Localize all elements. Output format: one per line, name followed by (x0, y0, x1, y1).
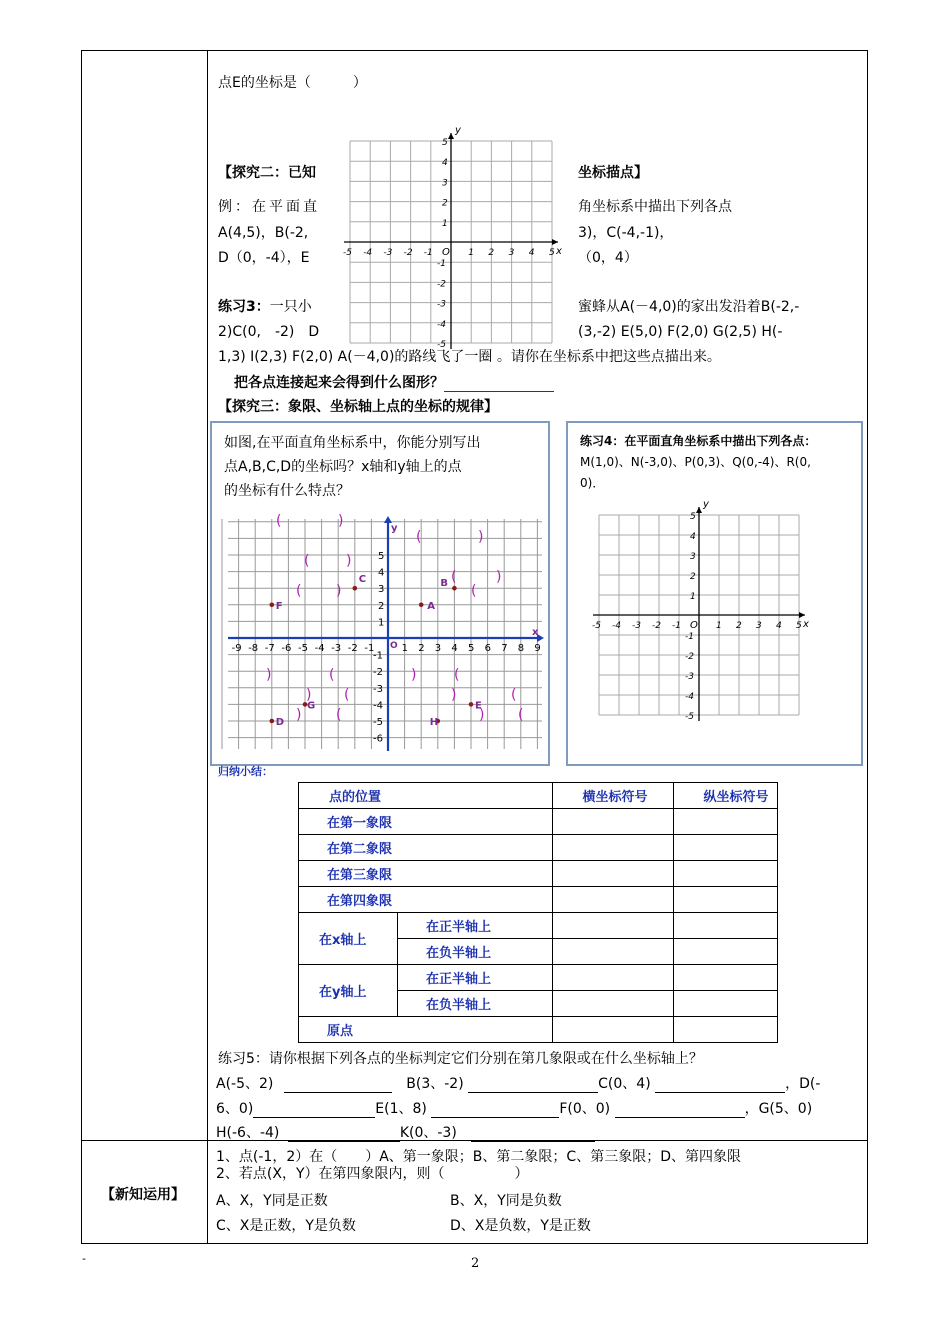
answer-paren: ( (304, 553, 310, 569)
x-tick-label: 1 (716, 621, 722, 631)
answer-paren: ( (511, 687, 517, 703)
nk-question-2: 2、若点(X，Y）在第四象限内，则（ ） (216, 1166, 529, 1182)
nk-option-a: A、X，Y同是正数 (216, 1193, 328, 1209)
point-b (452, 586, 457, 591)
y-tick-label: -2 (437, 279, 446, 290)
summary-table (298, 782, 778, 1043)
answer-paren: ) (496, 569, 502, 585)
point-e (469, 702, 474, 707)
y-tick-label: -5 (437, 340, 446, 350)
explore3-question-3: 的坐标有什么特点？ (224, 483, 350, 499)
header-y-sign: 纵坐标符号 (673, 783, 777, 809)
origin-label: O (690, 620, 698, 631)
x-tick-label: 9 (534, 643, 541, 654)
point-label-f: F (275, 600, 283, 612)
x-tick-label: -4 (612, 621, 621, 631)
x-tick-label: 6 (484, 643, 491, 654)
explore2-ex-l3: D（0，-4），E (218, 250, 310, 266)
x-tick-label: 2 (418, 643, 425, 654)
grid-explore2 (340, 118, 568, 350)
answer-paren: ( (344, 687, 350, 703)
answer-paren: ( (336, 707, 342, 723)
y-tick-label: -4 (373, 700, 383, 712)
practice3-question: 把各点连接起来会得到什么图形？ (234, 374, 554, 392)
y-tick-label: -4 (437, 319, 446, 330)
x-tick-label: 5 (468, 643, 475, 654)
answer-paren: ) (338, 513, 344, 529)
x-tick-label: -6 (281, 643, 292, 654)
answer-blank[interactable] (444, 377, 554, 392)
explore2-heading-left: 【探究二：已知 (218, 165, 316, 181)
point-label-c: C (358, 574, 367, 586)
cell-input[interactable] (673, 887, 777, 913)
practice3-line2-left: 2)C(0, -2) D (218, 324, 320, 340)
nk-option-b: B、X，Y同是负数 (450, 1193, 562, 1209)
answer-paren: ( (454, 667, 460, 683)
x-tick-label: -9 (231, 643, 242, 654)
x-tick-label: -5 (592, 621, 601, 631)
point-label-a: A (427, 600, 435, 612)
y-arrow (384, 516, 392, 523)
cell-input[interactable] (552, 887, 673, 913)
explore3-question-1: 如图,在平面直角坐标系中，你能分别写出 (224, 435, 481, 451)
grid-practice4 (576, 493, 828, 722)
y-positive-half: 在正半轴上 (398, 965, 553, 991)
answer-paren: ( (276, 513, 282, 529)
y-tick-label: -4 (685, 692, 694, 702)
y-axis-label: y (703, 499, 709, 510)
footer-mark: - (82, 1252, 86, 1265)
x-arrow (799, 612, 805, 618)
y-tick-label: 3 (690, 552, 696, 562)
answer-paren: ) (451, 687, 457, 703)
y-tick-label: 4 (690, 532, 696, 542)
x-tick-label: -2 (652, 621, 661, 631)
x-axis-label: x (556, 246, 562, 257)
point-label-g: G (307, 700, 316, 712)
y-tick-label: 2 (378, 600, 385, 612)
new-knowledge-label: 【新知运用】 (101, 1187, 185, 1203)
header-x-sign: 横坐标符号 (552, 783, 673, 809)
practice5-line1: A(-5、2) B(3、-2) C(0、4) ，D(- (216, 1076, 821, 1092)
origin-label: O (442, 247, 450, 258)
y-tick-label: -1 (437, 259, 446, 270)
answer-paren: ( (471, 583, 477, 599)
x-tick-label: 2 (488, 248, 495, 258)
y-tick-label: -3 (685, 672, 694, 682)
answer-paren: ) (479, 707, 485, 723)
answer-paren: ) (346, 553, 352, 569)
frame-left (81, 50, 82, 1244)
explore3-heading: 【探究三：象限、坐标轴上点的坐标的规律】 (218, 399, 498, 415)
nk-option-d: D、X是负数，Y是正数 (450, 1218, 591, 1234)
explore2-ex-r2: 3)，C(-4,-1)， (578, 225, 674, 241)
answer-paren: ( (296, 583, 302, 599)
y-tick-label: -5 (685, 712, 694, 722)
practice5-line3: H(-6、-4) K(0、-3) (216, 1124, 595, 1142)
point-label-b: B (440, 578, 449, 590)
practice4-box (566, 421, 863, 766)
answer-paren: ) (411, 667, 417, 683)
cell-input[interactable] (552, 835, 673, 861)
x-tick-label: -5 (298, 643, 308, 654)
y-tick-label: 4 (378, 567, 385, 579)
cell-input[interactable] (552, 809, 673, 835)
quadrant-graph (226, 511, 548, 759)
cell-input[interactable] (552, 1017, 673, 1043)
y-arrow (448, 133, 454, 139)
cell-input[interactable] (673, 913, 777, 939)
answer-paren: ( (329, 667, 335, 683)
x-tick-label: 3 (756, 621, 762, 631)
row-quadrant-1: 在第一象限 (299, 809, 553, 835)
cell-input[interactable] (673, 939, 777, 965)
x-tick-label: -5 (343, 248, 352, 258)
header-position: 点的位置 (299, 783, 553, 809)
frame-bottom (81, 1243, 868, 1244)
answer-blank-a[interactable] (284, 1078, 392, 1093)
cell-input[interactable] (673, 835, 777, 861)
point-f (270, 603, 275, 608)
y-tick-label: 5 (690, 512, 696, 522)
nk-option-c: C、X是正数，Y是负数 (216, 1218, 356, 1234)
x-tick-label: -7 (264, 643, 275, 654)
practice3-line3: 1,3) I(2,3) F(2,0) A(－4,0)的路线飞了一圈 。请你在坐标系中把这些点描出来。 (218, 349, 721, 365)
x-arrow (552, 239, 558, 245)
x-tick-label: 4 (528, 248, 535, 258)
y-arrow (696, 507, 702, 513)
practice3-line1-left: 练习3：一只小 (218, 299, 312, 315)
answer-paren: ( (518, 707, 524, 723)
point-label-h: H (429, 717, 439, 728)
x-tick-label: 2 (736, 621, 742, 631)
x-tick-label: 3 (508, 248, 515, 258)
x-tick-label: -2 (347, 643, 358, 654)
cell-input[interactable] (552, 939, 673, 965)
y-tick-label: -2 (685, 652, 694, 662)
answer-blank-b[interactable] (468, 1078, 598, 1093)
x-tick-label: 8 (517, 643, 525, 654)
frame-top (81, 50, 868, 51)
explore2-ex-r1: 角坐标系中描出下列各点 (578, 199, 732, 215)
x-tick-label: -3 (383, 248, 393, 258)
y-tick-label: -1 (373, 650, 383, 662)
x-tick-label: -1 (364, 643, 375, 654)
explore2-ex-l2: A(4,5)，B(-2, (218, 225, 309, 241)
row-quadrant-3: 在第三象限 (299, 861, 553, 887)
y-tick-label: -2 (373, 667, 383, 679)
answer-paren: ) (266, 667, 272, 683)
practice4-line3: 0)． (580, 476, 605, 490)
point-label-d: D (275, 717, 285, 728)
answer-paren: ) (296, 707, 302, 723)
cell-input[interactable] (552, 991, 673, 1017)
x-tick-label: -2 (403, 248, 413, 258)
x-tick-label: -4 (363, 248, 373, 258)
explore2-heading-right: 坐标描点】 (578, 165, 648, 181)
y-tick-label: 1 (442, 218, 448, 229)
y-tick-label: 5 (378, 551, 385, 562)
y-negative-half: 在负半轴上 (398, 991, 553, 1017)
explore3-question-2: 点A,B,C,D的坐标吗？x轴和y轴上的点 (224, 459, 462, 475)
x-tick-label: 1 (468, 248, 474, 258)
x-axis-label: x (532, 627, 539, 638)
x-tick-label: 5 (796, 621, 802, 631)
x-positive-half: 在正半轴上 (398, 913, 553, 939)
x-tick-label: -4 (314, 643, 325, 654)
answer-paren: ( (451, 569, 457, 585)
y-tick-label: 1 (378, 617, 385, 629)
cell-input[interactable] (673, 991, 777, 1017)
explore3-box (210, 421, 550, 766)
cell-input[interactable] (673, 1017, 777, 1043)
point-a (419, 603, 424, 608)
y-tick-label: 3 (442, 178, 448, 189)
practice5-line2: 6、0) E(1、8) F(0、0) ，G(5、0) (216, 1101, 813, 1117)
explore2-ex-r3: （0，4） (578, 250, 638, 266)
x-tick-label: 7 (501, 643, 508, 654)
row-quadrant-2: 在第二象限 (299, 835, 553, 861)
y-tick-label: 2 (690, 572, 696, 582)
practice4-line2: M(1,0)、N(-3,0)、P(0,3)、Q(0,-4)、R(0, (580, 455, 811, 469)
answer-blank-c[interactable] (655, 1078, 785, 1093)
answer-paren: ) (336, 583, 342, 599)
answer-blank-h[interactable] (288, 1127, 400, 1142)
practice3-line1-right: 蜜蜂从A(－4,0)的家出发沿着B(-2,- (578, 299, 800, 315)
origin-label: O (390, 641, 398, 651)
y-tick-label: -5 (373, 717, 383, 728)
page-number: 2 (471, 1256, 480, 1271)
y-axis-label: y (391, 523, 398, 534)
row-x-axis: 在x轴上 (299, 913, 398, 965)
answer-paren: ) (306, 687, 312, 703)
frame-divider (207, 50, 208, 1244)
x-tick-label: 5 (549, 248, 555, 258)
y-tick-label: -6 (373, 733, 383, 745)
x-tick-label: 4 (451, 643, 458, 654)
y-tick-label: 2 (442, 198, 448, 209)
y-tick-label: -3 (437, 299, 446, 310)
x-tick-label: 4 (776, 621, 782, 631)
x-tick-label: 3 (434, 643, 442, 654)
x-tick-label: -1 (672, 621, 681, 631)
answer-blank-e[interactable] (431, 1103, 559, 1118)
y-tick-label: 1 (690, 592, 696, 602)
point-c (353, 586, 358, 591)
point-e-question: 点E的坐标是（ ） (218, 75, 367, 91)
explore2-ex-l1: 例：在平面直 (218, 199, 320, 215)
summary-title: 归纳小结： (218, 765, 273, 778)
point-d (270, 719, 275, 724)
y-tick-label: -1 (685, 632, 694, 642)
x-tick-label: -8 (248, 643, 259, 654)
cell-input[interactable] (673, 861, 777, 887)
cell-input[interactable] (552, 965, 673, 991)
cell-input[interactable] (673, 809, 777, 835)
x-negative-half: 在负半轴上 (398, 939, 553, 965)
answer-paren: ) (478, 529, 484, 545)
y-tick-label: -3 (373, 683, 383, 695)
cell-input[interactable] (552, 913, 673, 939)
x-axis-label: x (803, 619, 809, 630)
y-axis-label: y (455, 125, 461, 136)
x-tick-label: -3 (632, 621, 641, 631)
row-y-axis: 在y轴上 (299, 965, 398, 1017)
row-origin: 原点 (299, 1017, 553, 1043)
answer-paren: ( (416, 529, 422, 545)
point-label-e: E (475, 700, 482, 712)
x-tick-label: -1 (423, 248, 433, 258)
nk-question-1: 1、点(-1，2）在（ ）A、第一象限；B、第二象限；C、第三象限；D、第四象限 (216, 1149, 741, 1165)
x-tick-label: 1 (401, 643, 408, 654)
cell-input[interactable] (673, 965, 777, 991)
practice5-title: 练习5：请你根据下列各点的坐标判定它们分别在第几象限或在什么坐标轴上？ (218, 1051, 703, 1067)
answer-blank-f[interactable] (615, 1103, 745, 1118)
practice3-line2-right: (3,-2) E(5,0) F(2,0) G(2,5) H(- (578, 324, 783, 340)
answer-blank-d[interactable] (253, 1103, 375, 1118)
cell-input[interactable] (552, 861, 673, 887)
y-tick-label: 4 (442, 158, 448, 169)
row-quadrant-4: 在第四象限 (299, 887, 553, 913)
x-tick-label: -3 (331, 643, 342, 654)
answer-blank-k[interactable] (471, 1127, 595, 1142)
y-tick-label: 5 (442, 138, 448, 148)
y-tick-label: 3 (378, 584, 385, 596)
practice4-line1: 练习4：在平面直角坐标系中描出下列各点： (580, 434, 817, 448)
frame-right (867, 50, 868, 1244)
